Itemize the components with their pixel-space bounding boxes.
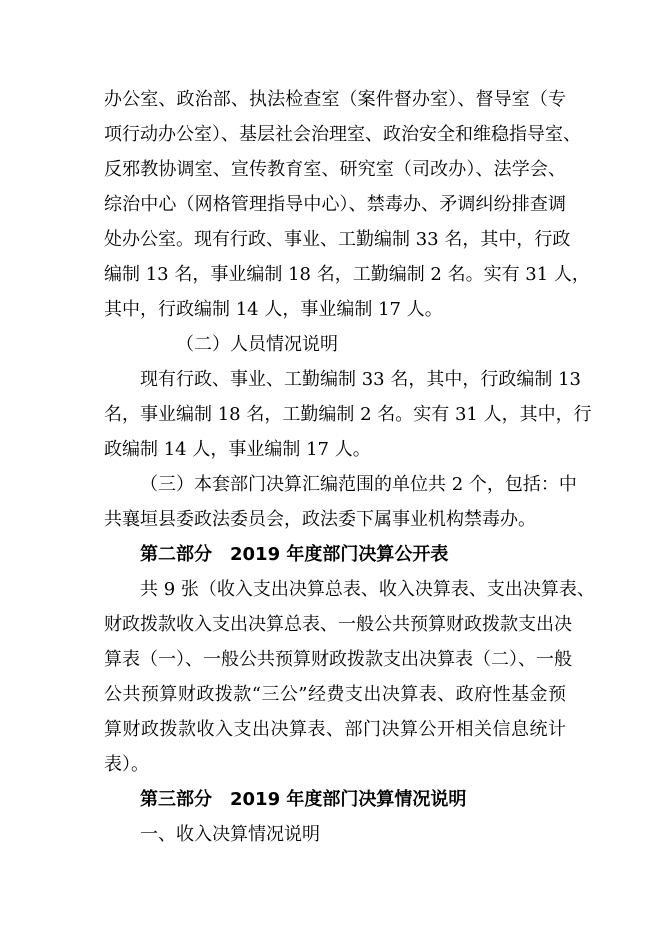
body-text-line: 编制 13 名，事业编制 18 名，工勤编制 2 名。实有 31 人，: [104, 264, 590, 285]
section-title: 一、收入决算情况说明: [140, 824, 320, 845]
part-heading: 第三部分 2019 年度部门决算情况说明: [140, 789, 467, 810]
body-text-line: 共襄垣县委政法委员会，政法委下属事业机构禁毒办。: [104, 509, 536, 530]
body-text-line: 处办公室。现有行政、事业、工勤编制 33 名，其中，行政: [104, 229, 571, 250]
body-text-line: 政编制 14 人，事业编制 17 人。: [104, 439, 371, 460]
body-text-line: 名，事业编制 18 名，工勤编制 2 名。实有 31 人，其中，行: [104, 404, 592, 425]
body-text-line: 算财政拨款收入支出决算表、部门决算公开相关信息统计: [104, 719, 566, 740]
body-text-line: 综治中心（网格管理指导中心）、禁毒办、矛调纠纷排查调: [104, 194, 566, 215]
body-text-line: 其中，行政编制 14 人，事业编制 17 人。: [104, 299, 443, 320]
body-text-line: 现有行政、事业、工勤编制 33 名，其中，行政编制 13: [140, 369, 581, 390]
body-text-line: 财政拨款收入支出决算总表、一般公共预算财政拨款支出决: [104, 614, 572, 635]
body-text-line: 项行动办公室）、基层社会治理室、政治安全和维稳指导室、: [104, 124, 581, 145]
body-text-line: 表）。: [104, 754, 149, 775]
body-text-line: 公共预算财政拨款“三公”经费支出决算表、政府性基金预: [104, 684, 566, 705]
body-text-line: 反邪教协调室、宣传教育室、研究室（司改办）、法学会、: [104, 159, 566, 180]
body-text-line: 算表（一）、一般公共预算财政拨款支出决算表（二）、一般: [104, 649, 572, 670]
body-text-line: 办公室、政治部、执法检查室（案件督办室）、督导室（专: [104, 89, 566, 110]
subsection-title: （二）人员情况说明: [176, 334, 338, 355]
body-text-line: （三）本套部门决算汇编范围的单位共 2 个，包括：中: [140, 474, 577, 495]
part-heading: 第二部分 2019 年度部门决算公开表: [140, 544, 449, 565]
body-text-line: 共 9 张（收入支出决算总表、收入决算表、支出决算表、: [140, 579, 595, 600]
